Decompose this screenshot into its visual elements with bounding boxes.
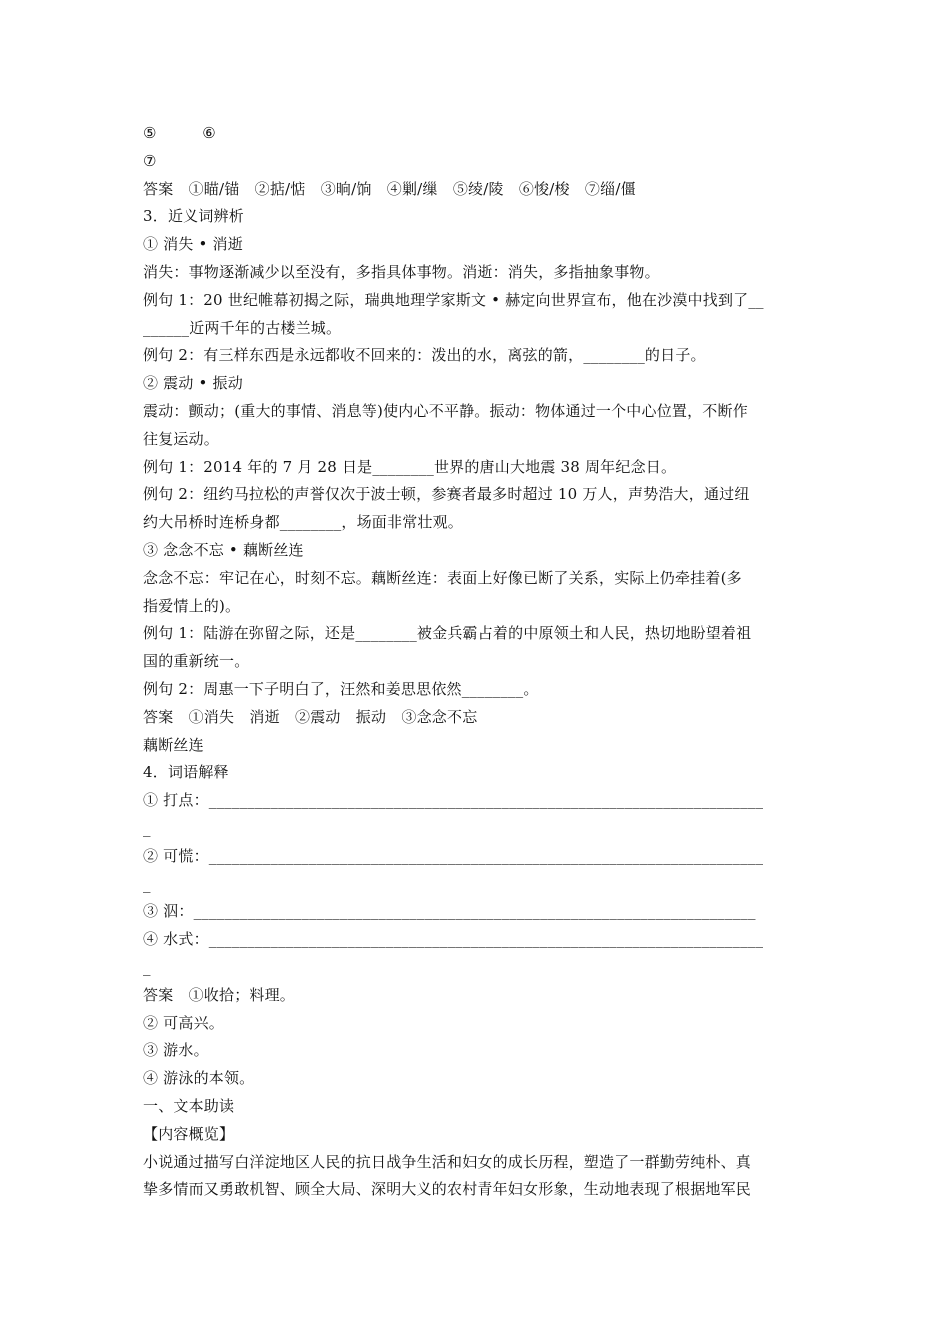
text-line: 国的重新统一。	[143, 652, 250, 670]
text-line: 挚多情而又勇敢机智、顾全大局、深明大义的农村青年妇女形象，生动地表现了根据地军民	[143, 1180, 752, 1198]
text-line: _	[143, 958, 151, 976]
text-line: ______近两千年的古楼兰城。	[143, 319, 342, 337]
text-line: _	[143, 819, 151, 837]
text-line: ④ 游泳的本领。	[143, 1069, 255, 1087]
subheading: 【内容概览】	[143, 1125, 235, 1143]
text-line: 例句 1：2014 年的 7 月 28 日是________世界的唐山大地震 38 周年纪念日。	[143, 458, 677, 476]
text-line: _	[143, 875, 151, 893]
text-line: 震动：颤动；(重大的事情、消息等)使内心不平静。振动：物体通过一个中心位置，不断作	[143, 402, 748, 420]
text-line: 指爱情上的)。	[143, 597, 241, 615]
subheading: ① 消失 • 消逝	[143, 235, 243, 253]
section-heading: 一、文本助读	[143, 1097, 235, 1115]
fill-in-line: ④ 水式：________________________________________________________________________	[143, 930, 764, 948]
fill-in-line: ① 打点：________________________________________________________________________	[143, 791, 764, 809]
answer-line: 答案 ①消失 消逝 ②震动 振动 ③念念不忘	[143, 708, 478, 726]
text-line: 往复运动。	[143, 430, 220, 448]
section-heading: 3．近义词辨析	[143, 207, 244, 225]
text-line: 例句 2：有三样东西是永远都收不回来的：泼出的水，离弦的箭，________的日子。	[143, 346, 706, 364]
text-line: 念念不忘：牢记在心，时刻不忘。藕断丝连：表面上好像已断了关系，实际上仍牵挂着(多	[143, 569, 742, 587]
text-line: ③ 游水。	[143, 1041, 209, 1059]
section-heading: 4．词语解释	[143, 763, 229, 781]
text-line: 例句 1：20 世纪帷幕初揭之际，瑞典地理学家斯文 • 赫定向世界宣布，他在沙漠中找到了__	[143, 291, 764, 309]
fill-in-line: ② 可慌：________________________________________________________________________	[143, 847, 764, 865]
answer-line: 答案 ①瞄/锚 ②掂/惦 ③晌/饷 ④剿/缫 ⑤绫/陵 ⑥悛/梭 ⑦缁/僵	[143, 180, 636, 198]
text-line: 例句 1：陆游在弥留之际，还是________被金兵霸占着的中原领土和人民，热切地盼望着祖	[143, 624, 752, 642]
text-line: 约大吊桥时连桥身都________，场面非常壮观。	[143, 513, 464, 531]
text-line: 例句 2：纽约马拉松的声誉仅次于波士顿，参赛者最多时超过 10 万人，声势浩大，通过纽	[143, 485, 750, 503]
text-line: 例句 2：周惠一下子明白了，汪然和姜思思依然________。	[143, 680, 539, 698]
text-line: 小说通过描写白洋淀地区人民的抗日战争生活和妇女的成长历程，塑造了一群勤劳纯朴、真	[143, 1153, 752, 1171]
text-line: 藕断丝连	[143, 736, 204, 754]
answer-line: 答案 ①收拾；料理。	[143, 986, 296, 1004]
subheading: ③ 念念不忘 • 藕断丝连	[143, 541, 304, 559]
fill-in-line: ③ 泅：_________________________________________________________________________	[143, 902, 756, 920]
text-line: 消失：事物逐渐减少以至没有，多指具体事物。消逝：消失，多指抽象事物。	[143, 263, 660, 281]
subheading: ② 震动 • 振动	[143, 374, 243, 392]
text-line: ② 可高兴。	[143, 1014, 224, 1032]
text-line: ⑤ ⑥	[143, 124, 216, 142]
text-line: ⑦	[143, 152, 157, 170]
